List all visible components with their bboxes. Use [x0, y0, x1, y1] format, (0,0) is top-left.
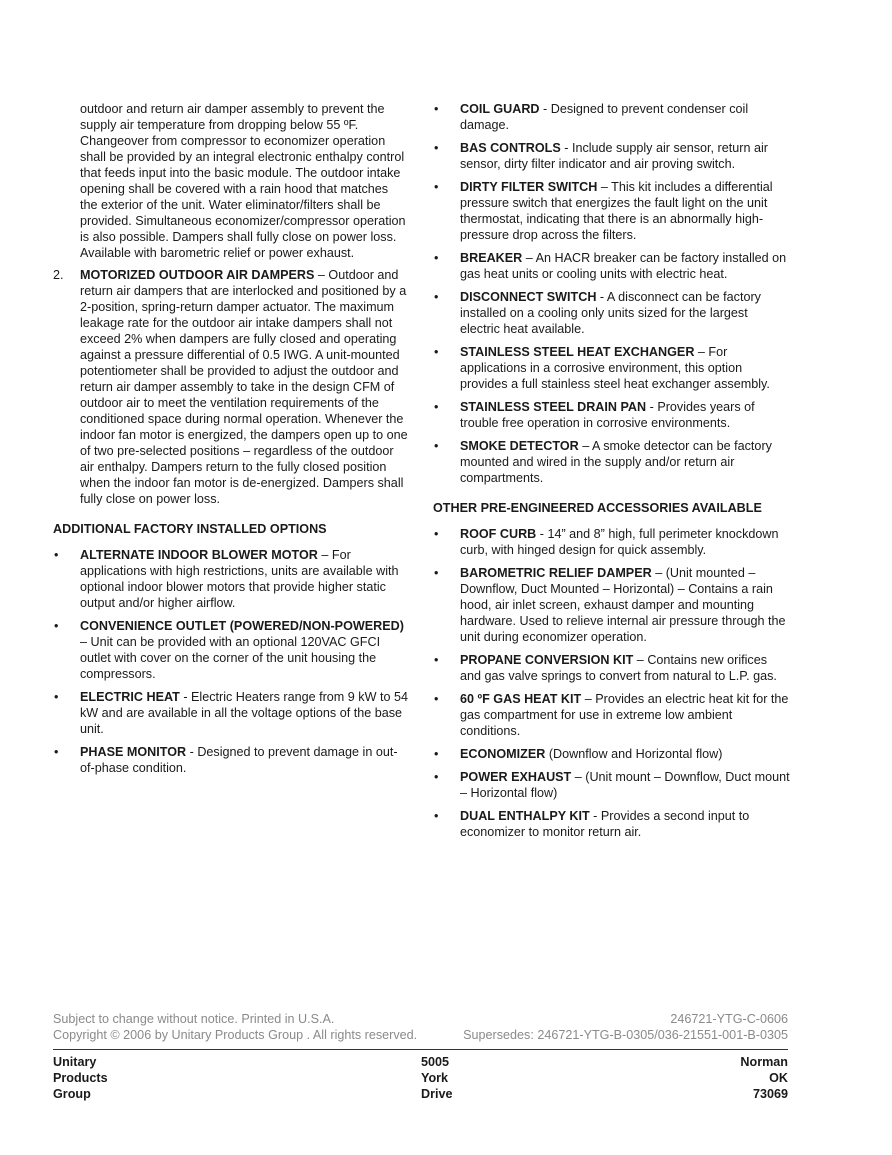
bullet-text: – (Unit mount – Downflow, Duct mount – Horizontal flow): [460, 770, 790, 800]
bullet-item: [53, 547, 409, 611]
bullet-dot: •: [434, 141, 439, 155]
bullet-item: [433, 250, 790, 282]
bullet-item: [433, 101, 790, 133]
item-text: – Outdoor and return air dampers that are interlocked and positioned by a 2-position, spring-return damper actuator. The maximum leakage rate for the outdoor air intake dampers shall not exceed 2% when dampers are fully closed and operating against a pressure differential of 0.5 IWG. A unit-mounted potentiometer shall be provided to adjust the outdoor and return air damper assembly to take in the design CFM of outdoor air to meet the ventilation requirements of the conditioned space during normal operation. Whenever the indoor fan motor is energized, the dampers open up to one of two pre-selected positions – regardless of the outdoor air enthalpy. Dampers return to the fully closed position when the indoor fan motor is de-energized. Dampers shall fully close on power loss.: [80, 268, 408, 506]
section-heading-accessories: OTHER PRE-ENGINEERED ACCESSORIES AVAILABLE: [433, 501, 762, 515]
bullet-title: DUAL ENTHALPY KIT: [460, 809, 590, 823]
bullet-item: [433, 691, 790, 739]
bullet-title: ROOF CURB: [460, 527, 537, 541]
bullet-item: [433, 438, 790, 486]
bullet-item: [433, 289, 790, 337]
item-title: MOTORIZED OUTDOOR AIR DAMPERS: [80, 268, 315, 282]
bullet-text: – An HACR breaker can be factory installed on gas heat units or cooling units with electric heat.: [460, 251, 787, 281]
bullet-title: PHASE MONITOR: [80, 745, 187, 759]
address-line: Products: [53, 1071, 108, 1085]
bullet-title: ALTERNATE INDOOR BLOWER MOTOR: [80, 548, 318, 562]
bullet-text: - 14” and 8” high, full perimeter knockdown curb, with hinged design for quick assembly.: [460, 527, 779, 557]
bullet-item: [53, 744, 409, 776]
bullet-title: STAINLESS STEEL HEAT EXCHANGER: [460, 345, 695, 359]
bullet-item: [433, 344, 790, 392]
accessories-list: [433, 526, 790, 840]
bullet-dot: •: [434, 809, 439, 823]
bullet-item: [53, 618, 409, 682]
bullet-title: COIL GUARD: [460, 102, 540, 116]
bullet-item: [433, 399, 790, 431]
bullet-text: - Electric Heaters range from 9 kW to 54 kW and are available in all the voltage options of the base unit.: [80, 690, 408, 736]
bullet-text: – A smoke detector can be factory mounted and wired in the supply and/or return air compartments.: [460, 439, 772, 485]
bullet-title: CONVENIENCE OUTLET (POWERED/NON-POWERED): [80, 619, 404, 633]
bullet-text: - A disconnect can be factory installed on a cooling only units sized for the largest electric heat available.: [460, 290, 761, 336]
bullet-text: – For applications in a corrosive environment, this option provides a full stainless steel heat exchanger assembly.: [460, 345, 770, 391]
bullet-dot: •: [434, 102, 439, 116]
address-line: 5005: [421, 1055, 450, 1069]
address-line: York: [421, 1071, 449, 1085]
bullet-item: [433, 526, 790, 558]
bullet-title: ELECTRIC HEAT: [80, 690, 180, 704]
address-line: Drive: [421, 1087, 453, 1101]
bullet-title: DISCONNECT SWITCH: [460, 290, 597, 304]
supersedes-text: Supersedes: 246721-YTG-B-0305/036-21551-001-B-0305: [463, 1028, 788, 1042]
left-column: [53, 101, 409, 783]
bullet-text: (Downflow and Horizontal flow): [545, 747, 723, 761]
bullet-text: – (Unit mounted – Downflow, Duct Mounted – Horizontal) – Contains a rain hood, air inlet screen, exhaust damper and mounting hardware. Used to relieve internal air pressure through the unit during economizer operation.: [460, 566, 786, 644]
bullet-text: - Include supply air sensor, return air sensor, dirty filter indicator and air proving switch.: [460, 141, 768, 171]
bullet-text: - Designed to prevent condenser coil damage.: [460, 102, 749, 132]
bullet-dot: •: [54, 745, 59, 759]
bullet-dot: •: [434, 692, 439, 706]
bullet-dot: •: [434, 345, 439, 359]
footer-notice-text: Subject to change without notice. Printed in U.S.A.: [53, 1012, 335, 1026]
bullet-dot: •: [434, 770, 439, 784]
factory-options-list: [53, 547, 409, 776]
bullet-dot: •: [434, 400, 439, 414]
bullet-text: – Unit can be provided with an optional 120VAC GFCI outlet with cover on the corner of the unit housing the compressors.: [80, 635, 381, 681]
economizer-continuation-text: outdoor and return air damper assembly to prevent the supply air temperature from dropping below 55 ºF. Changeover from compressor to economizer operation shall be provided by an integral electronic enthalpy control that feeds input into the basic module. The outdoor intake opening shall be covered with a rain hood that matches the exterior of the unit. Water eliminator/filters shall be provided. Simultaneous economizer/compressor operation is also possible. Dampers shall fully close on power loss. Available with barometric relief or power exhaust.: [80, 102, 406, 260]
copyright-text: Copyright © 2006 by Unitary Products Group . All rights reserved.: [53, 1028, 418, 1042]
bullet-item: [433, 808, 790, 840]
bullet-dot: •: [434, 439, 439, 453]
address-company: [53, 1054, 108, 1102]
bullet-item: [433, 769, 790, 801]
footer-divider: [53, 1049, 788, 1050]
bullet-text: - Designed to prevent damage in out-of-phase condition.: [80, 745, 398, 775]
bullet-dot: •: [54, 548, 59, 562]
bullet-text: – For applications with high restrictions, units are available with optional indoor blower motors that provide higher static output and/or higher airflow.: [80, 548, 399, 610]
bullet-text: - Provides a second input to economizer to monitor return air.: [460, 809, 750, 839]
bullet-title: PROPANE CONVERSION KIT: [460, 653, 634, 667]
right-column: [433, 101, 790, 847]
bullet-dot: •: [54, 619, 59, 633]
bullet-item: [433, 652, 790, 684]
document-code: 246721-YTG-C-0606: [670, 1012, 788, 1026]
bullet-text: - Provides years of trouble free operation in corrosive environments.: [460, 400, 755, 430]
bullet-dot: •: [434, 653, 439, 667]
bullet-text: – Provides an electric heat kit for the gas compartment for use in extreme low ambient conditions.: [460, 692, 789, 738]
address-line: Group: [53, 1087, 91, 1101]
list-item-motorized-dampers: [53, 267, 409, 507]
company-address: [53, 1054, 788, 1102]
bullet-title: BREAKER: [460, 251, 523, 265]
bullet-item: [53, 689, 409, 737]
bullet-dot: •: [434, 566, 439, 580]
bullet-title: BAROMETRIC RELIEF DAMPER: [460, 566, 652, 580]
bullet-title: SMOKE DETECTOR: [460, 439, 579, 453]
bullet-dot: •: [434, 180, 439, 194]
address-line: Unitary: [53, 1055, 97, 1069]
bullet-title: 60 ºF GAS HEAT KIT: [460, 692, 582, 706]
bullet-item: [433, 179, 790, 243]
section-heading-factory-options: ADDITIONAL FACTORY INSTALLED OPTIONS: [53, 522, 327, 536]
bullet-dot: •: [54, 690, 59, 704]
bullet-text: – Contains new orifices and gas valve springs to convert from natural to L.P. gas.: [460, 653, 777, 683]
footer-notice: [53, 1011, 788, 1043]
bullet-text: – This kit includes a differential pressure switch that energizes the fault light on the unit thermostat, indicating that there is an abnormally high-pressure drop across the filters.: [460, 180, 773, 242]
bullet-dot: •: [434, 527, 439, 541]
bullet-title: DIRTY FILTER SWITCH: [460, 180, 598, 194]
address-street: [421, 1054, 453, 1102]
bullet-item: [433, 746, 790, 762]
address-line: 73069: [752, 1087, 788, 1101]
bullet-dot: •: [434, 747, 439, 761]
factory-options-list-continued: [433, 101, 790, 486]
bullet-title: ECONOMIZER: [460, 747, 546, 761]
bullet-item: [433, 140, 790, 172]
bullet-dot: •: [434, 290, 439, 304]
address-city: [740, 1054, 788, 1102]
bullet-item: [433, 565, 790, 645]
address-line: OK: [769, 1071, 788, 1085]
address-line: Norman: [740, 1055, 788, 1069]
bullet-title: STAINLESS STEEL DRAIN PAN: [460, 400, 647, 414]
bullet-title: BAS CONTROLS: [460, 141, 561, 155]
item-number: 2.: [53, 268, 64, 282]
bullet-dot: •: [434, 251, 439, 265]
bullet-title: POWER EXHAUST: [460, 770, 572, 784]
